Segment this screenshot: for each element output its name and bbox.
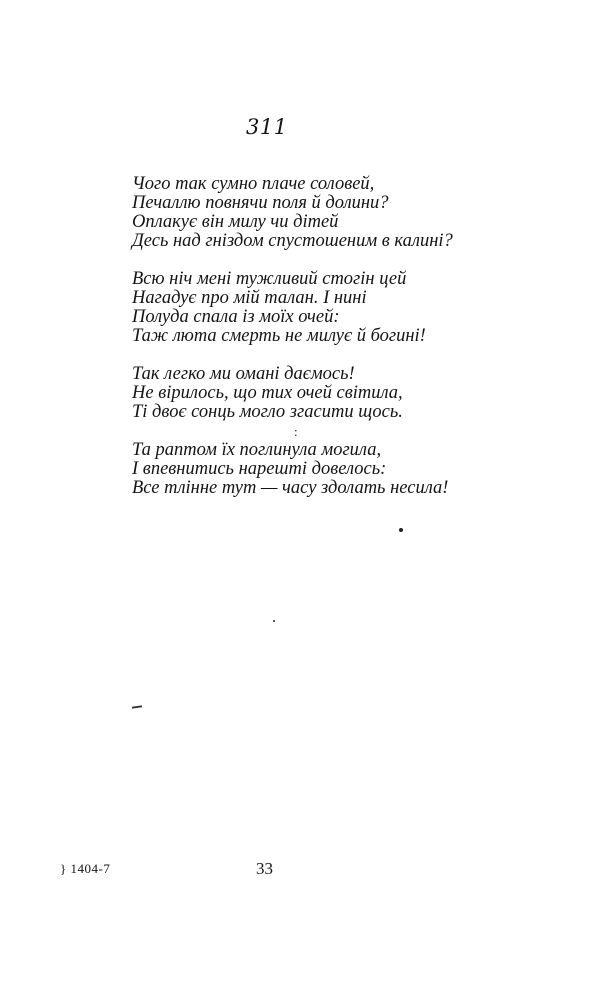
poem-line: Таж люта смерть не милує й богині! [132, 326, 426, 346]
poem-line: Печаллю повнячи поля й долини? [132, 193, 389, 213]
stanza-2 [132, 270, 572, 346]
stanza-3 [132, 365, 572, 422]
poem-line: Ті двоє сонць могло згасити щось. [132, 402, 403, 422]
poem [132, 175, 572, 517]
stanza-1 [132, 175, 572, 251]
ink-speck [273, 620, 275, 622]
ink-dash [132, 705, 142, 708]
ink-speck [399, 528, 403, 532]
poem-line: Оплакує він милу чи дітей [132, 212, 339, 232]
poem-line: Не вірилось, що тих очей світила, [132, 383, 403, 403]
poem-line: І впевнитись нарешті довелось: [132, 459, 387, 479]
stanza-divider: : [294, 424, 298, 439]
poem-line: Так легко ми омані даємось! [132, 364, 355, 384]
page-number: 33 [256, 859, 273, 878]
poem-line: Та раптом їх поглинула могила, [132, 440, 382, 460]
sonnet-number: 311 [246, 115, 288, 139]
stanza-4 [132, 441, 572, 498]
poem-line: Чого так сумно плаче соловей, [132, 174, 375, 194]
poem-line: Все тлінне тут — часу здолать несила! [132, 478, 449, 498]
poem-line: Нагадує про мій талан. І нині [132, 288, 367, 308]
poem-line: Всю ніч мені тужливий стогін цей [132, 269, 407, 289]
poem-line: Полуда спала із моїх очей: [132, 307, 340, 327]
printer-signature-mark: } 1404-7 [60, 861, 111, 876]
poem-line: Десь над гніздом спустошеним в калині? [132, 231, 453, 251]
